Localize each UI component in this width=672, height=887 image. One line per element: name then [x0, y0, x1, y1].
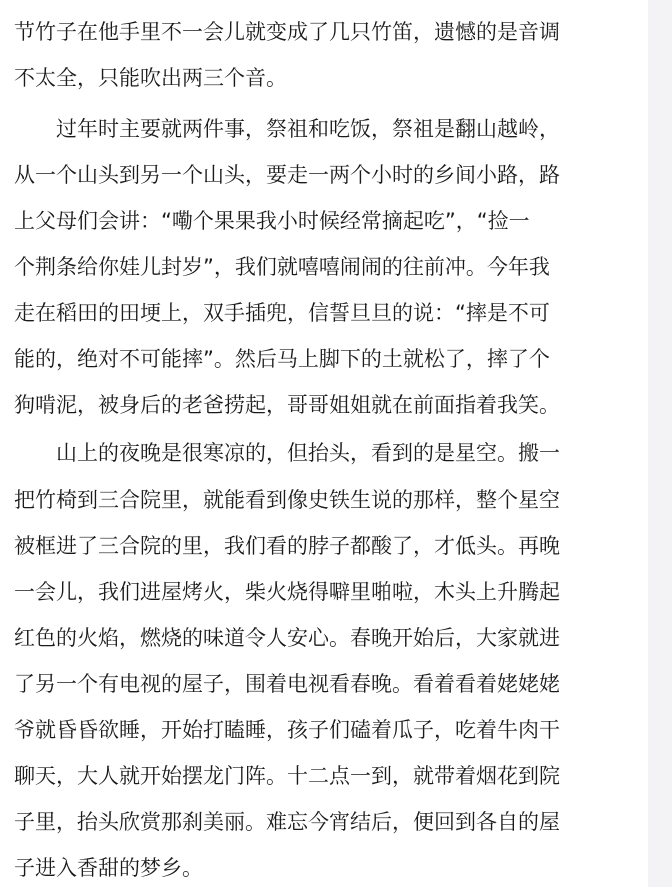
text-line: 红色的火焰，燃烧的味道令人安心。春晚开始后，大家就进: [14, 626, 560, 650]
text-line: 能的，绝对不可能摔”。然后马上脚下的土就松了，摔了个: [14, 347, 550, 371]
text-line: 子里，抬头欣赏那刹美丽。难忘今宵结后，便回到各自的屋: [14, 810, 560, 834]
text-line: 了另一个有电视的屋子，围着电视看春晚。看着看着姥姥姥: [14, 672, 560, 696]
page-margin: [648, 0, 672, 887]
text-line: 子进入香甜的梦乡。: [14, 856, 203, 880]
text-line: 一会儿，我们进屋烤火，柴火烧得噼里啪啦，木头上升腾起: [14, 580, 560, 604]
text-line: 把竹椅到三合院里，就能看到像史铁生说的那样，整个星空: [14, 488, 560, 512]
text-line: 狗啃泥，被身后的老爸捞起，哥哥姐姐就在前面指着我笑。: [14, 393, 560, 417]
text-line: 被框进了三合院的里，我们看的脖子都酸了，才低头。再晚: [14, 534, 560, 558]
text-line: 聊天，大人就开始摆龙门阵。十二点一到，就带着烟花到院: [14, 764, 560, 788]
text-line: 从一个山头到另一个山头，要走一两个小时的乡间小路，路: [14, 163, 560, 187]
text-line: 个荆条给你娃儿封岁”，我们就嘻嘻闹闹的往前冲。今年我: [14, 255, 550, 279]
text-line: 上父母们会讲：“嘞个果果我小时候经常摘起吃”，“捡一: [14, 209, 530, 233]
text-line: 不太全，只能吹出两三个音。: [14, 66, 287, 90]
text-line: 过年时主要就两件事，祭祖和吃饭，祭祖是翻山越岭，: [14, 117, 560, 141]
text-line: 走在稻田的田埂上，双手插兜，信誓旦旦的说：“摔是不可: [14, 301, 550, 325]
text-line: 节竹子在他手里不一会儿就变成了几只竹笛，遗憾的是音调: [14, 20, 560, 44]
text-line: 山上的夜晚是很寒凉的，但抬头，看到的是星空。搬一: [14, 441, 560, 465]
text-line: 爷就昏昏欲睡，开始打瞌睡，孩子们磕着瓜子，吃着牛肉干: [14, 718, 560, 742]
